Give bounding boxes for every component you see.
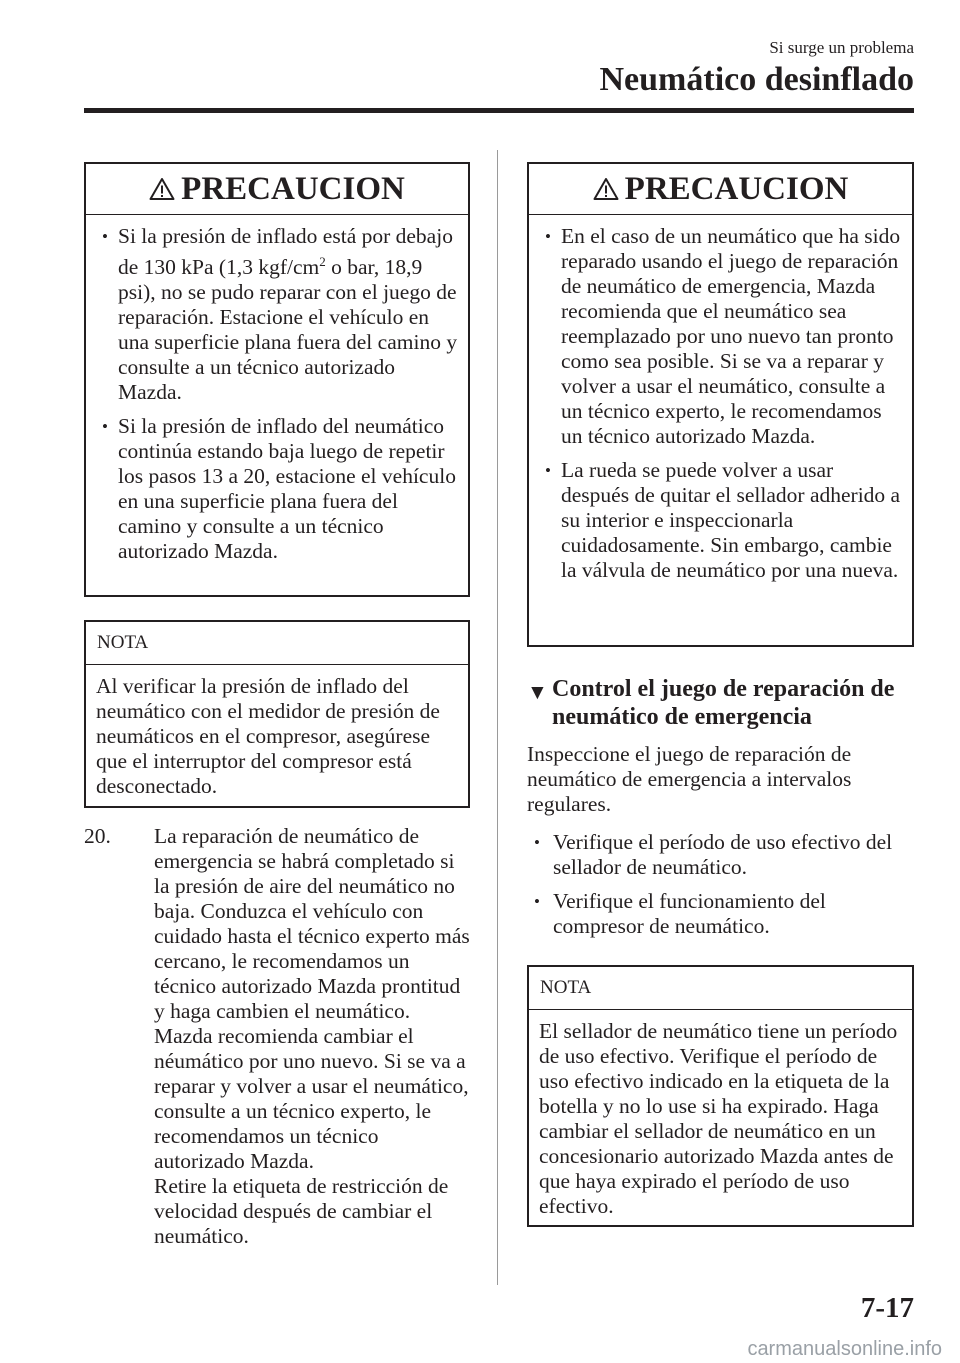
caution-box-left [84, 162, 470, 597]
caution-item: • La rueda se puede volver a usar después de quitar el sellador adherido a su interior e inspeccionarla cuidadosamente. Sin embargo, cambie la válvula de neumático por una nueva. [531, 458, 902, 583]
header-rule [84, 108, 914, 113]
caution-title: PRECAUCION [181, 171, 405, 207]
list-item: • Verifique el período de uso efectivo del sellador de neumático. [527, 830, 919, 880]
triangle-marker-icon: ▼ [527, 680, 548, 704]
caution-title: PRECAUCION [624, 171, 849, 207]
nota-text: Al verificar la presión de inflado del neumático con el medidor de presión de neumáticos en el compresor, asegúrese que el interruptor del compresor está desconectado. [96, 674, 440, 798]
nota-text: El sellador de neumático tiene un período de uso efectivo. Verifique el período de uso efectivo indicado en la etiqueta de la botella y no lo use si ha expirado. Haga cambiar el sellador de neumático en un concesionario autorizado Mazda antes de que haya expirado el período de uso efectivo. [539, 1019, 898, 1218]
caution-header [86, 164, 468, 215]
section-heading [527, 675, 917, 731]
column-divider [497, 150, 498, 1285]
nota-label: NOTA [529, 967, 912, 1010]
step-text: La reparación de neumático de emergencia se habrá completado si la presión de aire del neumático no baja. Conduzca el vehículo con cuidado hasta el técnico experto más cercano, le recomendamos un técnico autorizado Mazda prontitud y haga cambien el neumático. Mazda recomienda cambiar el néumático por uno nuevo. Si se va a reparar y volver a usar el neumático, consulte a un técnico experto, le recomendamos un técnico autorizado Mazda. [154, 824, 470, 1173]
nota-box-left [84, 620, 470, 808]
warning-icon [593, 177, 619, 201]
caution-header [529, 164, 912, 215]
footer-watermark: carmanualsonline.info [747, 1338, 942, 1360]
section-heading-text: Control el juego de reparación de neumático de emergencia [552, 676, 895, 730]
nota-box-right [527, 965, 914, 1227]
nota-label: NOTA [86, 622, 468, 665]
caution-item: • Si la presión de inflado está por debajo de 130 kPa (1,3 kgf/$cm^2$ o bar, 18,9 psi), no se pudo reparar con el juego de reparación. Estacione el vehículo en una superficie plana fuera del camino y consulte a un técnico autorizado Mazda. [88, 224, 458, 405]
caution-item: • En el caso de un neumático que ha sido reparado usando el juego de reparación de neumático de emergencia, Mazda recomienda que el neumático sea reemplazado por uno nuevo tan pronto como sea posible. Si se va a reparar y volver a usar el neumático, consulte a un técnico experto, le recomendamos un técnico autorizado Mazda. [531, 224, 902, 449]
check-list [527, 830, 919, 948]
step-number: 20. [84, 824, 111, 848]
caution-item: • Si la presión de inflado del neumático continúa estando baja luego de repetir los pasos 13 a 20, estacione el vehículo en una superficie plana fuera del camino y consulte a un técnico autorizado Mazda. [88, 414, 458, 564]
warning-icon [149, 177, 175, 201]
section-intro: Inspeccione el juego de reparación de neumático de emergencia a intervalos regulares. [527, 742, 852, 816]
running-header-title: Neumático desinflado [599, 61, 914, 98]
page-number: 7-17 [860, 1292, 914, 1324]
step-20 [84, 824, 472, 1249]
running-header-section: Si surge un problema [769, 38, 914, 57]
caution-box-right [527, 162, 914, 647]
step-text-2: Retire la etiqueta de restricción de velocidad después de cambiar el neumático. [154, 1174, 449, 1248]
list-item: • Verifique el funcionamiento del compresor de neumático. [527, 889, 919, 939]
